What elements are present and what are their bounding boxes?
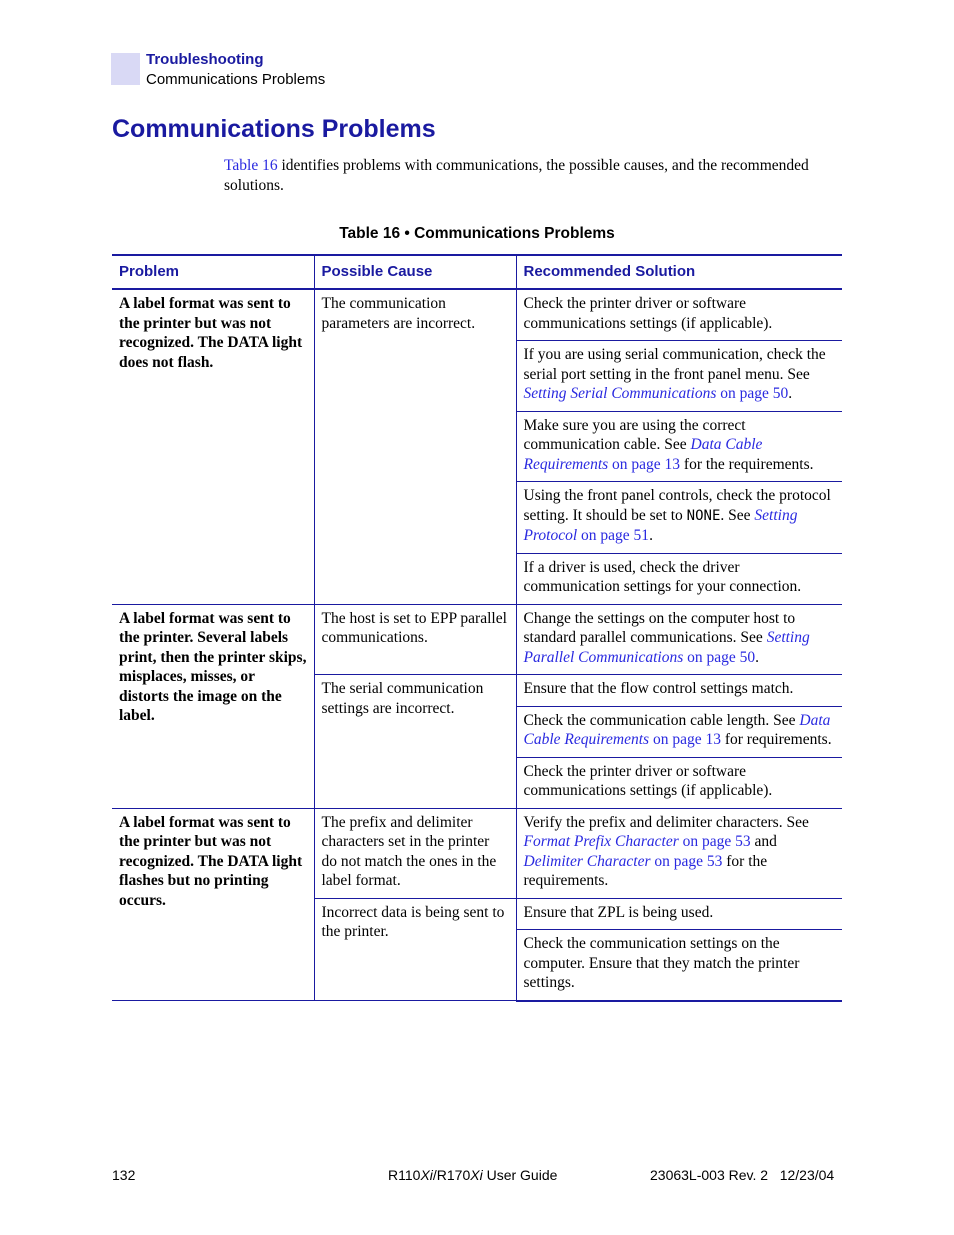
guide-title [388,1167,557,1183]
header-possible-cause: Possible Cause [314,255,516,289]
header-section-link[interactable]: Troubleshooting [146,51,264,68]
solution-text-mid: and [750,833,777,850]
setting-parallel-communications-link[interactable]: Setting Parallel Communications [523,629,810,666]
cause-cell: The host is set to EPP parallel communications. [314,604,516,675]
communications-problems-table [112,254,842,1002]
solution-cell [516,341,842,412]
solution-cell: Check the communication settings on the computer. Ensure that they match the printer settings. [516,930,842,1001]
table-caption: Table 16 • Communications Problems [339,225,615,242]
header-color-block [111,53,140,85]
solution-text: If you are using serial communication, check the serial port setting in the front panel menu. See [523,346,826,383]
table-row [112,808,842,898]
data-cable-requirements-link[interactable]: Data Cable Requirements [523,436,763,473]
solution-text: Using the front panel controls, check the protocol setting. It should be set to [523,487,831,524]
page-ref-link[interactable]: on page 53 [678,833,751,850]
guide-title-part: R110 [388,1167,421,1183]
format-prefix-character-link[interactable]: Format Prefix Character [523,833,679,850]
protocol-value-code: NONE [686,507,721,524]
solution-text-mid: . See [720,506,755,524]
solution-text-end: . [788,385,793,402]
solution-text: Check the communication cable length. See [523,711,800,729]
table-reference-link[interactable]: Table 16 [224,157,278,174]
solution-text-end: . [755,648,759,666]
document-revision: 23063L-003 Rev. 2 12/23/04 [650,1167,835,1183]
table-row [112,604,842,675]
intro-paragraph [224,156,844,196]
solution-cell: Check the printer driver or software communications settings (if applicable). [516,289,842,341]
solution-text: Verify the prefix and delimiter characters. See [523,813,809,831]
header-subsection: Communications Problems [146,71,326,88]
cause-cell: The serial communication settings are incorrect. [314,675,516,809]
page-ref-link[interactable]: on page 13 [649,731,721,748]
page-ref-link[interactable]: on page 51 [577,527,650,544]
guide-title-part: Xi [420,1167,433,1183]
problem-cell: A label format was sent to the printer but was not recognized. The DATA light does not flash. [112,289,314,604]
cause-cell: The communication parameters are incorrect. [314,289,516,604]
guide-title-part: User Guide [482,1167,558,1183]
intro-text: identifies problems with communications, the possible causes, and the recommended solutions. [224,157,809,194]
page-number: 132 [112,1167,136,1183]
page-title: Communications Problems [112,115,436,143]
guide-title-part: Xi [470,1167,483,1183]
problem-cell: A label format was sent to the printer. Several labels print, then the printer skips, misplaces, misses, or distorts the image on the label. [112,604,314,808]
setting-protocol-link[interactable]: Setting Protocol [523,506,798,544]
solution-cell: Check the printer driver or software communications settings (if applicable). [516,757,842,808]
problem-cell: A label format was sent to the printer but was not recognized. The DATA light flashes but no printing occurs. [112,808,314,1001]
data-cable-requirements-link[interactable]: Data Cable Requirements [523,711,831,748]
solution-cell [516,482,842,554]
solution-text-end: for requirements. [720,731,832,748]
solution-cell: Ensure that the flow control settings match. [516,675,842,707]
solution-cell [516,604,842,675]
solution-text: Make sure you are using the correct communication cable. See [523,416,746,453]
delimiter-character-link[interactable]: Delimiter Character [523,852,651,870]
page-ref-link[interactable]: on page 50 [683,648,756,666]
page-ref-link[interactable]: on page 53 [650,852,723,870]
table-header-row [112,255,842,289]
solution-cell [516,411,842,482]
header-recommended-solution: Recommended Solution [516,255,842,289]
cause-cell: Incorrect data is being sent to the printer. [314,898,516,1001]
cause-cell: The prefix and delimiter characters set in the printer do not match the ones in the label format. [314,808,516,898]
table-row [112,289,842,341]
solution-cell [516,808,842,898]
header-problem: Problem [112,255,314,289]
solution-text-end: . [649,527,653,544]
solution-cell [516,706,842,757]
setting-serial-communications-link[interactable]: Setting Serial Communications [523,385,717,402]
page-ref-link[interactable]: on page 13 [608,455,681,473]
solution-cell: If a driver is used, check the driver communication settings for your connection. [516,553,842,604]
solution-text-end: for the requirements. [523,852,768,889]
page-ref-link[interactable]: on page 50 [716,385,789,402]
solution-cell: Ensure that ZPL is being used. [516,898,842,930]
solution-text-end: for the requirements. [680,455,814,473]
solution-text: Change the settings on the computer host to standard parallel communications. See [523,609,796,646]
guide-title-part: /R170 [432,1167,471,1183]
